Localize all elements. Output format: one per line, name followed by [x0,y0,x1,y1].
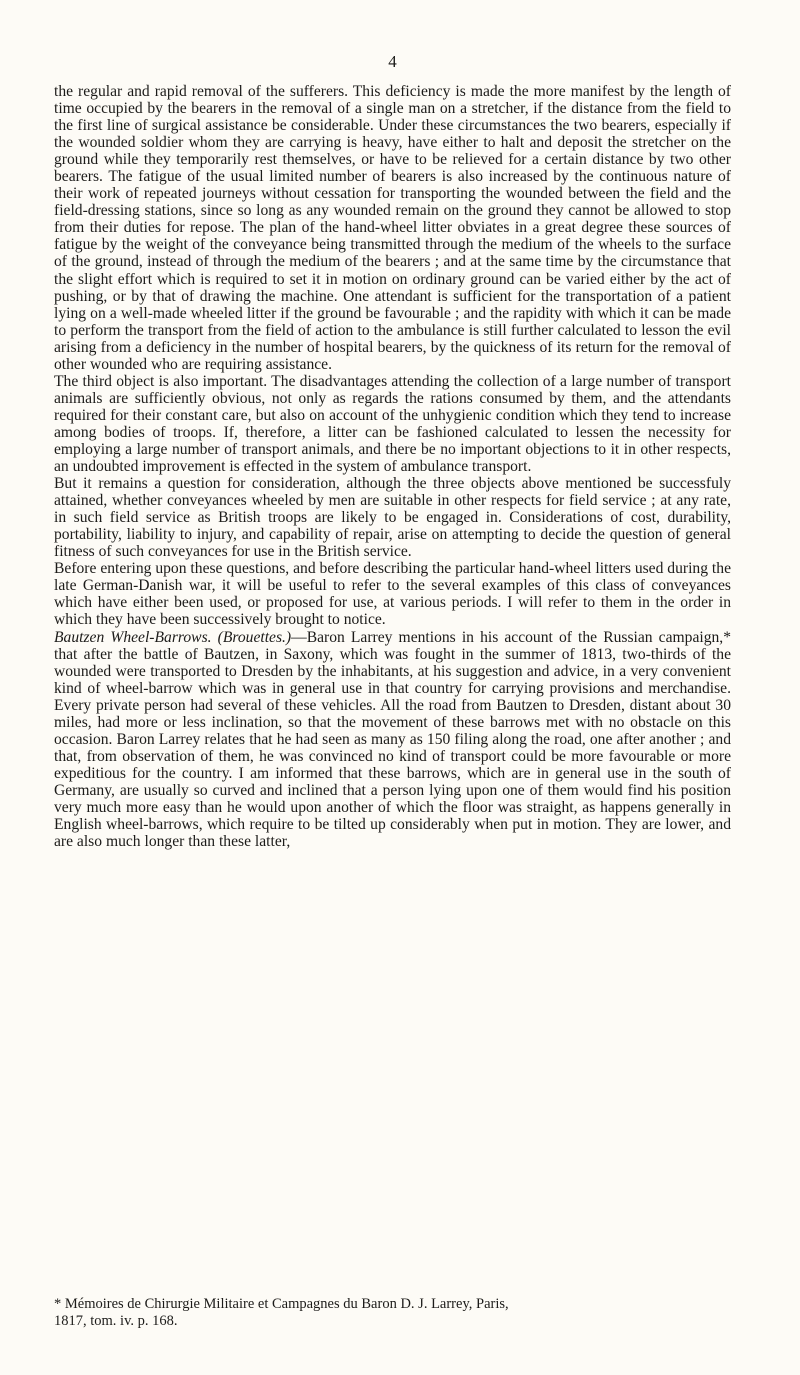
paragraph-bautzen [54,629,731,851]
bautzen-caption: Bautzen Wheel-Barrows. (Brouettes.) [54,628,292,646]
footnote-line-1: * Mémoires de Chirurgie Militaire et Campagnes du Baron D. J. Larrey, Paris, [54,1296,509,1312]
paragraph-3: But it remains a question for consideration, although the three objects above mentioned be successfuly attained, whether conveyances wheeled by men are suitable in other respects for field service ; at any rate, in such field service as British troops are likely to be engaged in. Considerations of cost, durability, portability, liability to injury, and capability of repair, arise on attempting to decide the question of general fitness of such conveyances for use in the British service. [54,475,731,561]
footnote-line-2: 1817, tom. iv. p. 168. [54,1313,178,1329]
page-number: 4 [388,52,397,71]
bautzen-text: —Baron Larrey mentions in his account of the Russian campaign,* that after the battle of Bautzen, in Saxony, which was fought in the summer of 1813, two-thirds of the wounded were transported to Dresden by the inhabitants, at his suggestion and advice, in a very convenient kind of wheel-barrow which was in general use in that country for carrying provisions and merchandise. Every private person had several of these vehicles. All the road from Bautzen to Dresden, distant about 30 miles, had more or less inclination, so that the movement of these barrows met with no obstacle on this occasion. Baron Larrey relates that he had seen as many as 150 filing along the road, one after another ; and that, from observation of them, he was convinced no kind of transport could be more favourable or more expeditious for the country. I am informed that these barrows, which are in general use in the south of Germany, are usually so curved and inclined that a person lying upon one of them would find his position very much more easy than he would upon another of which the floor was straight, as happens generally in English wheel-barrows, which require to be tilted up considerably when put in motion. They are lower, and are also much longer than these latter, [54,628,731,851]
paragraph-2: The third object is also important. The disadvantages attending the collection of a large number of transport animals are sufficiently obvious, not only as regards the rations consumed by them, and the attendants required for their constant care, but also on account of the unhygienic condition which they tend to increase among bodies of troops. If, therefore, a litter can be fashioned calculated to lessen the necessity for employing a large number of transport animals, and there be no important objections to it in other respects, an undoubted improvement is effected in the system of ambulance transport. [54,372,731,476]
paragraph-4: Before entering upon these questions, and before describing the particular hand-wheel litters used during the late German-Danish war, it will be useful to refer to the several examples of this class of conveyances which have either been used, or proposed for use, at various periods. I will refer to them in the order in which they have been successively brought to notice. [54,560,731,629]
body-text [54,83,731,850]
paragraph-1: the regular and rapid removal of the sufferers. This deficiency is made the more manifest by the length of time occupied by the bearers in the removal of a single man on a stretcher, if the distance from the field to the first line of surgical assistance be considerable. Under these circumstances the two bearers, especially if the wounded soldier whom they are carrying is heavy, have either to halt and deposit the stretcher on the ground while they temporarily rest themselves, or have to be relieved for a certain distance by two other bearers. The fatigue of the usual limited number of bearers is also increased by the continuous nature of their work of repeated journeys without cessation for transporting the wounded between the field and the field-dressing stations, since so long as any wounded remain on the ground they cannot be allowed to stop from their duties for repose. The plan of the hand-wheel litter obviates in a great degree these sources of fatigue by the weight of the conveyance being transmitted through the medium of the wheels to the surface of the ground, instead of through the medium of the bearers ; and at the same time by the circumstance that the slight effort which is required to set it in motion on ordinary ground can be varied either by the act of pushing, or by that of drawing the machine. One attendant is sufficient for the transportation of a patient lying on a well-made wheeled litter if the ground be favourable ; and the rapidity with which it can be made to perform the transport from the field of action to the ambulance is still further calculated to lesson the evil arising from a deficiency in the number of hospital bearers, by the quickness of its return for the removal of other wounded who are requiring assistance. [54,83,731,373]
footnote [54,1296,731,1330]
